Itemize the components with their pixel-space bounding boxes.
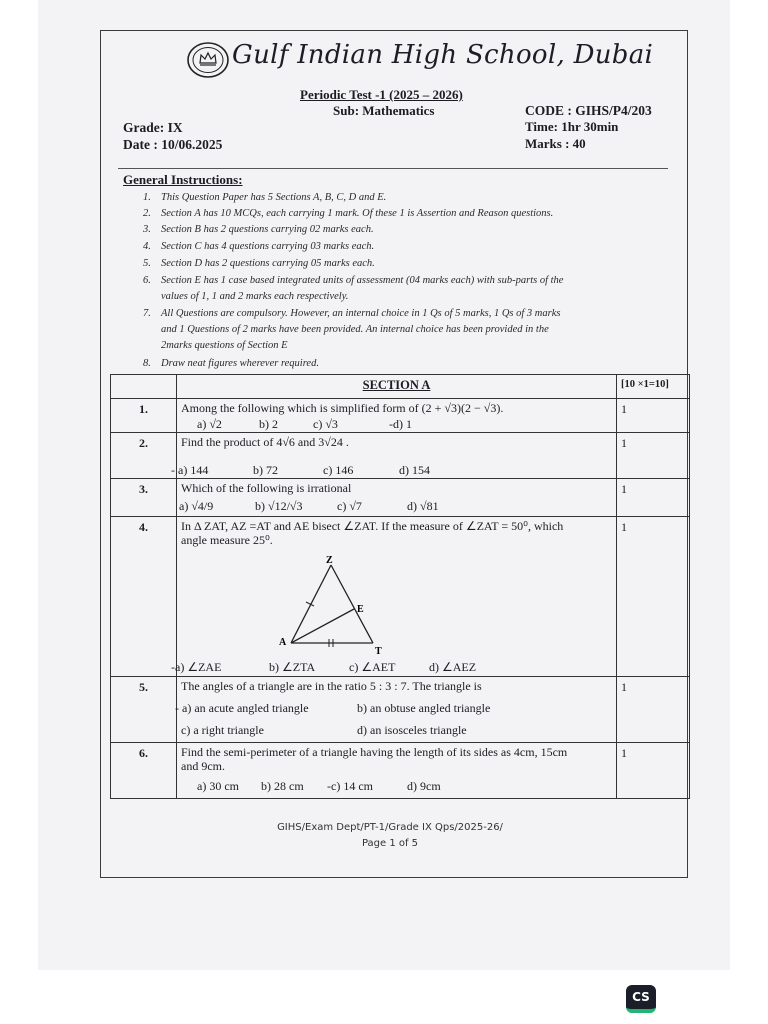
option-c: c) 146 [323,463,354,477]
subject: Sub: Mathematics [333,103,435,118]
question-text-continued: angle measure 25⁰. [181,533,273,547]
option-d: d) 9cm [407,779,441,793]
grade: Grade: IX [123,120,183,135]
triangle-figure [273,553,393,657]
question-marks: 1 [617,743,690,799]
camscanner-logo-icon: CS [626,985,656,1013]
option-d: d) ∠AEZ [429,660,477,674]
school-crest-icon [186,40,230,80]
option-a: a) √2 [197,417,222,431]
section-a-table [110,374,690,799]
section-a-title: SECTION A [362,378,431,392]
question-marks: 1 [617,399,690,433]
option-d: d) √81 [407,499,439,513]
footer-reference: GIHS/Exam Dept/PT-1/Grade IX Qps/2025-26/ [277,822,503,833]
test-title: Periodic Test -1 (2025 – 2026) [300,87,463,102]
option-d: -d) 1 [389,417,412,431]
question-row [111,433,690,479]
option-a: a) √4/9 [179,499,214,513]
total-marks: Marks : 40 [525,136,586,151]
option-c: c) ∠AET [349,660,396,674]
option-b: b) 2 [259,417,278,431]
question-text-continued: and 9cm. [181,759,225,773]
option-c: c) √7 [337,499,362,513]
question-number: 6. [111,743,177,799]
question-text: Find the semi-perimeter of a triangle having the length of its sides as 4cm, 15cm [181,745,568,759]
question-row [111,677,690,743]
option-a: - a) an acute angled triangle [175,701,309,715]
question-marks: 1 [617,479,690,517]
section-a-header-row [111,375,690,399]
school-name: Gulf Indian High School, Dubai [232,40,654,70]
option-b: b) an obtuse angled triangle [357,701,491,715]
question-number: 2. [111,433,177,479]
option-b: b) 72 [253,463,278,477]
option-c: c) √3 [313,417,338,431]
question-number: 4. [111,517,177,677]
question-row [111,517,690,677]
question-number: 5. [111,677,177,743]
option-c: -c) 14 cm [327,779,373,793]
question-row [111,479,690,517]
paper-code: CODE : GIHS/P4/203 [525,103,652,118]
vertex-a-label: A [279,637,287,648]
question-marks: 1 [617,433,690,479]
option-c: c) a right triangle [181,723,264,737]
question-text: Find the product of 4√6 and 3√24 . [181,435,349,449]
question-number: 1. [111,399,177,433]
exam-date: Date : 10/06.2025 [123,137,223,152]
section-a-marks: [10 ×1=10] [617,375,690,399]
header-divider [118,168,668,169]
option-a: - a) 144 [171,463,209,477]
question-number: 3. [111,479,177,517]
page-number: Page 1 of 5 [361,838,419,849]
option-a: -a) ∠ZAE [171,660,222,674]
duration: Time: 1hr 30min [525,119,619,134]
option-b: b) ∠ZTA [269,660,316,674]
question-marks: 1 [617,677,690,743]
question-text: Which of the following is irrational [181,481,352,495]
instructions-title: General Instructions: [123,172,243,187]
option-b: b) √12/√3 [255,499,303,513]
option-d: d) 154 [399,463,430,477]
option-a: a) 30 cm [197,779,239,793]
question-row [111,399,690,433]
question-text: In Δ ZAT, AZ =AT and AE bisect ∠ZAT. If the measure of ∠ZAT = 50⁰, which [181,519,564,533]
vertex-e-label: E [357,604,364,615]
question-row [111,743,690,799]
vertex-t-label: T [375,646,382,657]
option-b: b) 28 cm [261,779,304,793]
question-text: Among the following which is simplified form of (2 + √3)(2 − √3). [181,401,504,415]
vertex-z-label: Z [326,555,333,566]
question-text: The angles of a triangle are in the ratio 5 : 3 : 7. The triangle is [181,679,482,693]
option-d: d) an isosceles triangle [357,723,467,737]
question-marks: 1 [617,517,690,677]
